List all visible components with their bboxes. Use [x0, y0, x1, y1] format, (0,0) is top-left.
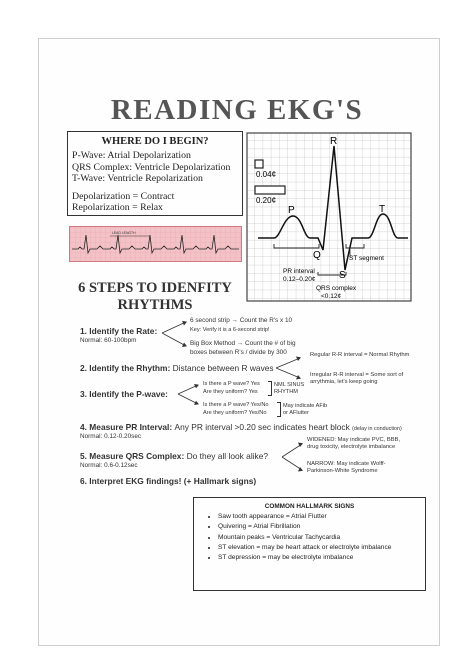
step2-regular: Regular R-R interval = Normal Rhythm: [310, 352, 410, 358]
step4-delay: (delay in conduction): [352, 426, 402, 432]
hallmark-list: [194, 512, 425, 563]
step3-r2b: or AFlutter: [283, 410, 309, 416]
step5-normal: Normal: 0.6-0.12sec: [80, 462, 138, 469]
steps-heading-line2: RHYTHMS: [117, 297, 193, 313]
step1-key: Key: Verify it is a 6-second strip!: [190, 327, 270, 333]
step4-title-bold: 4. Measure PR Interval:: [80, 422, 173, 432]
step3-r1a: NML SINUS: [274, 382, 305, 388]
step4-normal: Normal: 0.12-0.20sec: [80, 433, 142, 440]
step3-q2b: Are they uniform? Yes/No: [203, 410, 267, 416]
step6-title: [80, 476, 256, 486]
step5-title-bold: 5. Measure QRS Complex:: [80, 451, 185, 461]
step5-rest: Do they all look alike?: [186, 451, 269, 461]
small-box-marker: [255, 160, 263, 168]
step2-fork-arrows: [274, 354, 304, 382]
step5-fork-arrows: [280, 440, 306, 474]
hallmark-item: • ST elevation = may be heart attack or electrolyte imbalance: [218, 543, 425, 553]
rhythm-strip-image: [69, 226, 242, 262]
step2-irregular2: arrythmia, let's keep going: [310, 379, 378, 385]
label-q: Q: [313, 250, 321, 261]
step1-method1: 6 second strip → Count the R's x 10: [190, 317, 293, 324]
step3-fork-arrows: [176, 382, 202, 408]
step1-normal: Normal: 60-100bpm: [80, 337, 137, 344]
step5-title: [80, 451, 268, 461]
step6-rest: (+ Hallmark signs): [183, 476, 257, 486]
step5-wide1: WIDENED: May indicate PVC, BBB,: [307, 437, 401, 443]
step1-method2b: boxes between R's / divide by 300: [190, 349, 287, 356]
steps-heading-line1: 6 STEPS TO IDENFITY: [78, 280, 232, 296]
label-s: S: [339, 270, 346, 281]
where-heading: WHERE DO I BEGIN?: [101, 136, 209, 147]
label-p: P: [288, 205, 295, 216]
step5-narrow2: Parkinson-White Syndrome: [307, 468, 378, 474]
label-t: T: [379, 204, 386, 215]
qrs-complex-line: QRS Complex: Ventricle Depolarization: [72, 161, 231, 173]
step2-irregular1: Irregular R-R interval = Some sort of: [310, 372, 404, 378]
qrs-complex-label: QRS complex: [316, 285, 357, 292]
hallmark-signs-box: [193, 497, 426, 591]
where-do-i-begin-box: [67, 131, 243, 216]
qrs-complex-value: <0.12¢: [321, 293, 342, 300]
step1-fork-arrows: [160, 318, 190, 352]
page-title: READING EKG'S: [110, 94, 364, 126]
step3-r2a: May indicate AFib: [283, 403, 328, 409]
large-box-marker: [255, 186, 285, 194]
hallmark-item: • Mountain peaks = Ventricular Tachycardia: [218, 533, 425, 543]
large-box-label: 0.20¢: [256, 196, 277, 205]
step1-title: 1. Identify the Rate:: [80, 326, 158, 336]
step2-rest: Distance between R waves: [172, 363, 274, 373]
step3-bracket1: [268, 381, 272, 396]
step3-q1a: Is there a P wave? Yes: [203, 381, 260, 387]
step5-wide2: drug toxicity, electrolyte imbalance: [307, 444, 396, 450]
step3-r1b: RHYTHM: [274, 389, 298, 395]
step3-q1b: Are they uniform? Yes: [203, 389, 258, 395]
st-segment-label: ST segment: [349, 255, 384, 262]
t-wave-line: T-Wave: Ventricle Repolarization: [72, 173, 203, 184]
step4-title: [80, 422, 402, 432]
depolarization-line: Depolarization = Contract: [72, 190, 175, 202]
step2-title: [80, 363, 274, 373]
step3-title: 3. Identify the P-wave:: [80, 389, 168, 399]
step3-q2a: Is there a P wave? Yes/No: [203, 402, 269, 408]
small-box-label: 0.04¢: [256, 170, 277, 179]
strip-label: LEAD LENGTH: [112, 231, 136, 235]
hallmark-heading: COMMON HALLMARK SIGNS: [264, 503, 355, 510]
step3-bracket2: [277, 402, 281, 417]
hallmark-item: • Saw tooth appearance = Atrial Flutter: [218, 512, 425, 522]
ekg-waveform-diagram: [246, 132, 414, 304]
step5-narrow1: NARROW: May indicate Wolff-: [307, 461, 386, 467]
p-wave-line: P-Wave: Atrial Depolarization: [72, 150, 191, 161]
step6-title-bold: 6. Interpret EKG findings!: [80, 476, 182, 486]
step2-title-bold: 2. Identify the Rhythm:: [80, 363, 171, 373]
label-r: R: [330, 136, 338, 147]
step4-rest: Any PR interval >0.20 sec indicates heart block: [174, 422, 350, 432]
hallmark-item: • ST depression = may be electrolyte imbalance: [218, 553, 425, 563]
repolarization-line: Repolarization = Relax: [72, 202, 163, 213]
pr-interval-label: PR interval: [283, 268, 315, 275]
step1-method2a: Big Box Method → Count the # of big: [190, 340, 296, 347]
hallmark-item: • Quivering = Atrial Fibrillation: [218, 522, 425, 532]
steps-heading: [70, 280, 240, 314]
pr-interval-value: 0.12–0.20¢: [283, 276, 316, 283]
